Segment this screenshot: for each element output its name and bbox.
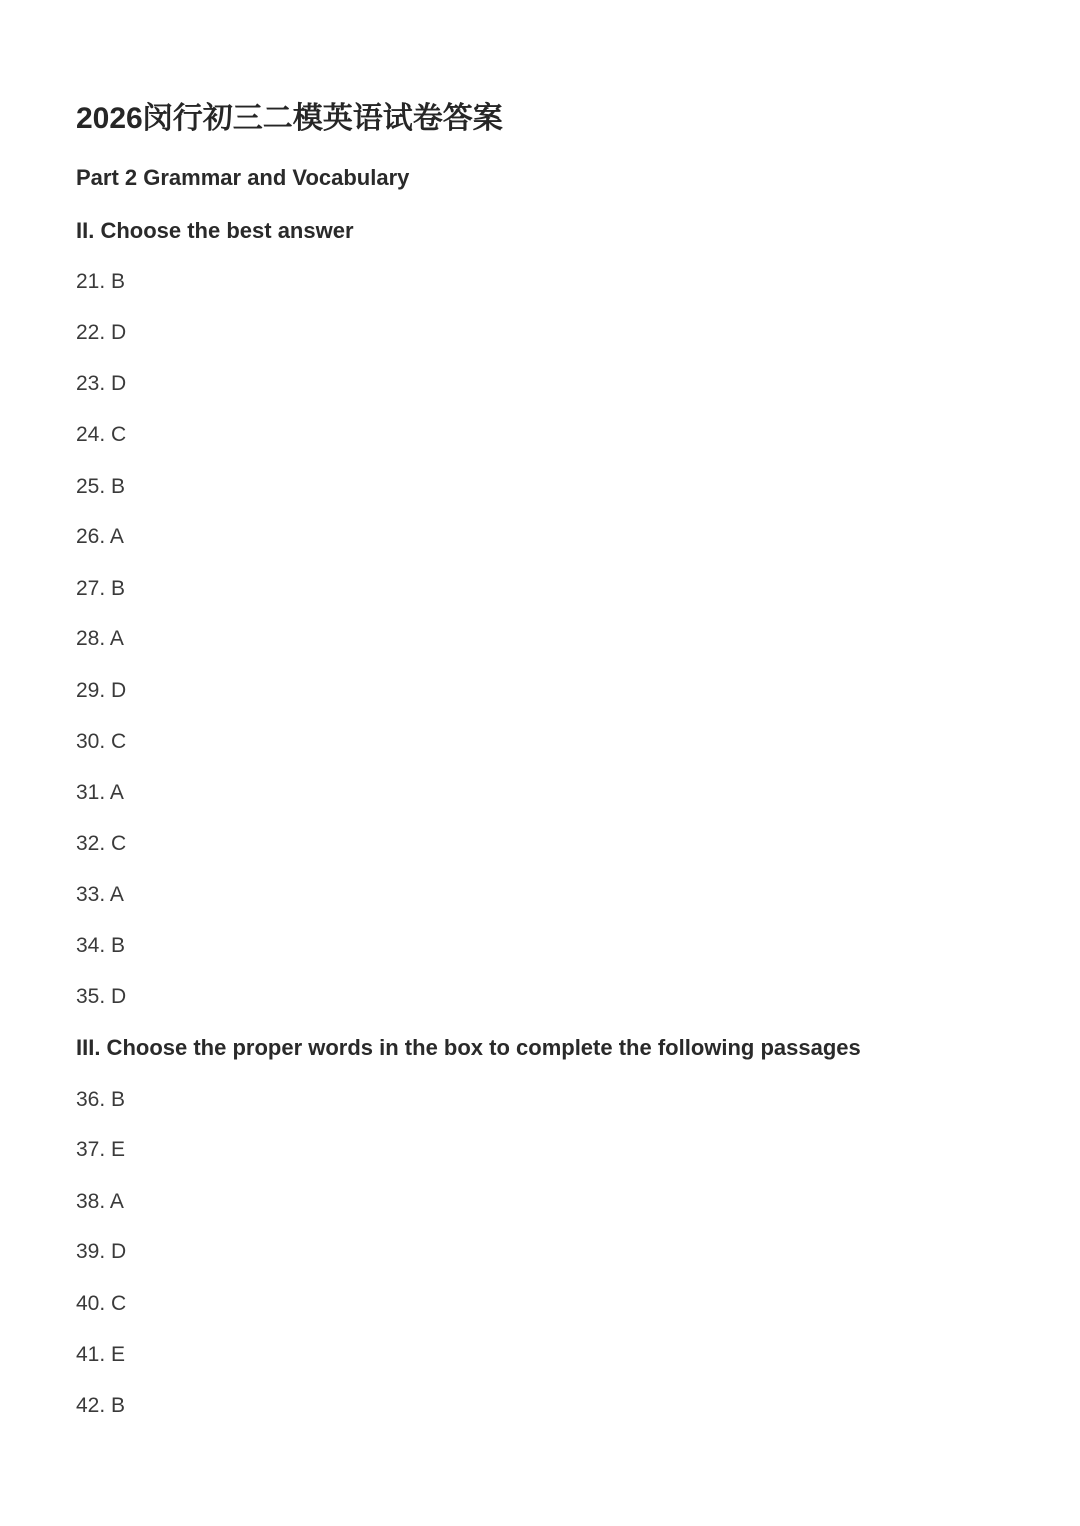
answer-item: 40. C bbox=[76, 1292, 127, 1315]
answer-item: 41. E bbox=[76, 1343, 126, 1366]
answer-item: 37. E bbox=[76, 1138, 126, 1161]
answer-item: 38. A bbox=[76, 1190, 124, 1213]
page-title: 2026闵行初三二模英语试卷答案 bbox=[76, 102, 503, 135]
answer-item: 30. C bbox=[76, 730, 127, 753]
answer-item: 35. D bbox=[76, 985, 127, 1008]
answer-item: 25. B bbox=[76, 475, 126, 498]
answer-item: 23. D bbox=[76, 372, 127, 395]
section-heading-ii: II. Choose the best answer bbox=[76, 218, 354, 243]
answer-item: 39. D bbox=[76, 1240, 127, 1263]
answer-item: 24. C bbox=[76, 423, 127, 446]
part-heading: Part 2 Grammar and Vocabulary bbox=[76, 165, 410, 190]
answer-item: 32. C bbox=[76, 832, 127, 855]
section-heading-iii: III. Choose the proper words in the box to complete the following passages bbox=[76, 1035, 861, 1060]
answer-item: 21. B bbox=[76, 270, 126, 293]
answer-item: 34. B bbox=[76, 934, 126, 957]
answer-item: 31. A bbox=[76, 781, 124, 804]
answer-item: 26. A bbox=[76, 525, 124, 548]
answer-item: 28. A bbox=[76, 627, 124, 650]
answer-item: 33. A bbox=[76, 883, 124, 906]
answer-item: 27. B bbox=[76, 577, 126, 600]
answer-item: 42. B bbox=[76, 1394, 126, 1417]
answer-item: 22. D bbox=[76, 321, 127, 344]
answer-item: 29. D bbox=[76, 679, 127, 702]
answer-item: 36. B bbox=[76, 1088, 126, 1111]
